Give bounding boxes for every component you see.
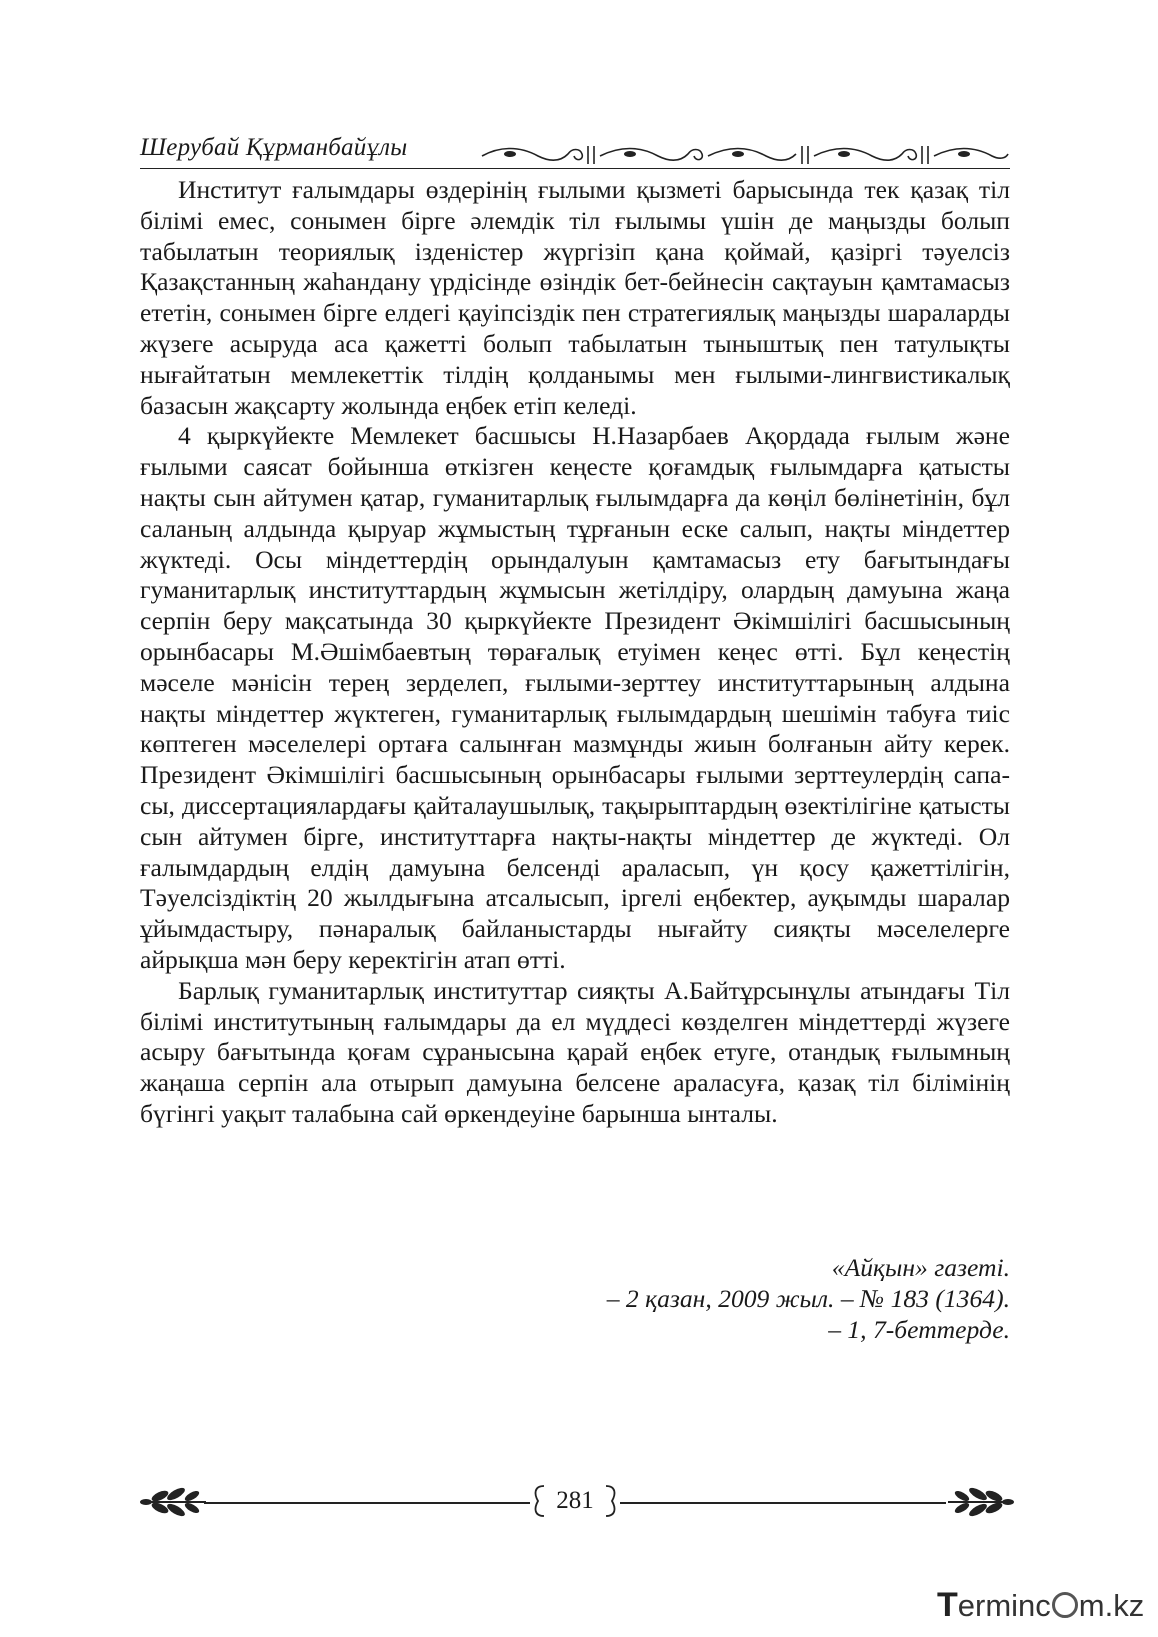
source-citation — [607, 1252, 1010, 1345]
source-line-date: – 2 қазан, 2009 жыл. – № 183 (1364). — [606, 1284, 1010, 1313]
article-body — [140, 175, 1010, 1130]
running-header — [140, 128, 1010, 172]
magnifier-icon — [1052, 1592, 1078, 1618]
footer-rule-right — [620, 1502, 946, 1504]
running-header-author: Шерубай Құрманбайұлы — [140, 134, 408, 161]
page-number: 281 — [556, 1487, 594, 1514]
watermark-text: ermin — [957, 1588, 1036, 1623]
site-watermark — [937, 1586, 1147, 1626]
watermark-text: m.kz — [1078, 1588, 1145, 1623]
paragraph: Барлық гуманитарлық институттар сияқты А.Байтұрсынұлы атындағы Тіл білімі институтының ғалымдары да ел мүддесі көзделген міндеттерді жүзеге асыру бағытында қоғам сұранысына қарай еңбек етуге, отандық ғылымның жаңаша серпін ала отырып дамуына белсене араласуға, қазақ тіл білімінің бүгінгі уақыт талабына сай өркендеуіне барынша ынталы. — [140, 975, 1010, 1128]
paragraph: 4 қыркүйекте Мемлекет басшысы Н.Назарбаев Ақордада ғылым және ғылыми саясат бойынша өткізген кеңесте қоғамдық ғылымдарға қатысты нақты сын айтумен қатар, гуманитарлық ғылымдарға да көңіл бөлінетінін, бұл саланың алдында қыруар жұмыстың тұрғанын еске салып, нақты міндеттер жүктеді. Осы міндеттердің орындалуын қамтамасыз ету бағытындағы гуманитарлық институттардың жұмысын жетілдіру, олардың дамуына жаңа серпін беру мақсатында 30 қыркүйекте Президент Әкімшілігі басшысының орынбасары М.Әшімбаевтың төрағалық етуімен кеңес өтті. Бұл кеңестің мәселе мәнісін терең зерделеп, ғылыми-зерттеу институттарының алдына нақты міндеттер жүктеген, гуманитарлық ғылымдардың шешімін табуға тиіс көптеген мәселелері ортаға салынған мазмұнды жиын болғанын айту керек. Президент Әкімшілігі басшысының орынбасары ғылыми зерттеулердің сапасы, диссертациялардағы қайталаушылық, тақырыптардың өзектілігіне қатысты сын айтумен бірге, институттарға нақты-нақты міндеттер де жүктеді. Ол ғалымдардың елдің дамуына белсенді араласып, үн қосу қажеттілігін, Тәуелсіздіктің 20 жылдығына атсалысып, іргелі еңбектер, ауқымды шаралар ұйымдастыру, пәнаралық байланыстарды нығайту сияқты мәселелерге айрықша мән беру керектігін атап өтті. — [140, 421, 1010, 974]
source-line-pages: – 1, 7-беттерде. — [828, 1315, 1010, 1344]
footer-rule-left — [204, 1502, 530, 1504]
watermark-letter: T — [937, 1586, 958, 1624]
leaf-sprig-icon — [946, 1486, 1014, 1518]
header-rule — [140, 168, 1010, 169]
leaf-sprig-icon — [140, 1486, 208, 1518]
page-footer — [140, 1482, 1010, 1522]
watermark-text: c — [1035, 1588, 1051, 1623]
paragraph: Институт ғалымдары өздерінің ғылыми қызметі барысында тек қазақ тіл білімі емес, сонымен бірге әлемдік тіл ғылымы үшін де маңызды болып табылатын теориялық ізденістер жүргізіп қана қоймай, қазіргі тәуелсіз Қазақстанның жаһандану үрдісінде өзіндік бет-бейнесін сақтауын қамтамасыз ететін, сонымен бірге елдегі қауіпсіздік пен стратегиялық маңызды шараларды жүзеге асыруда аса қажетті болып табылатын тыныштық пен татулықты нығайтатын мемлекеттік тілдің қолданымы мен ғылыми-лингвистикалық базасын жақсарту жолында еңбек етіп келеді. — [140, 175, 1010, 420]
source-line-newspaper: «Айқын» газеті. — [831, 1253, 1010, 1282]
scroll-ornament-icon — [480, 142, 1010, 166]
